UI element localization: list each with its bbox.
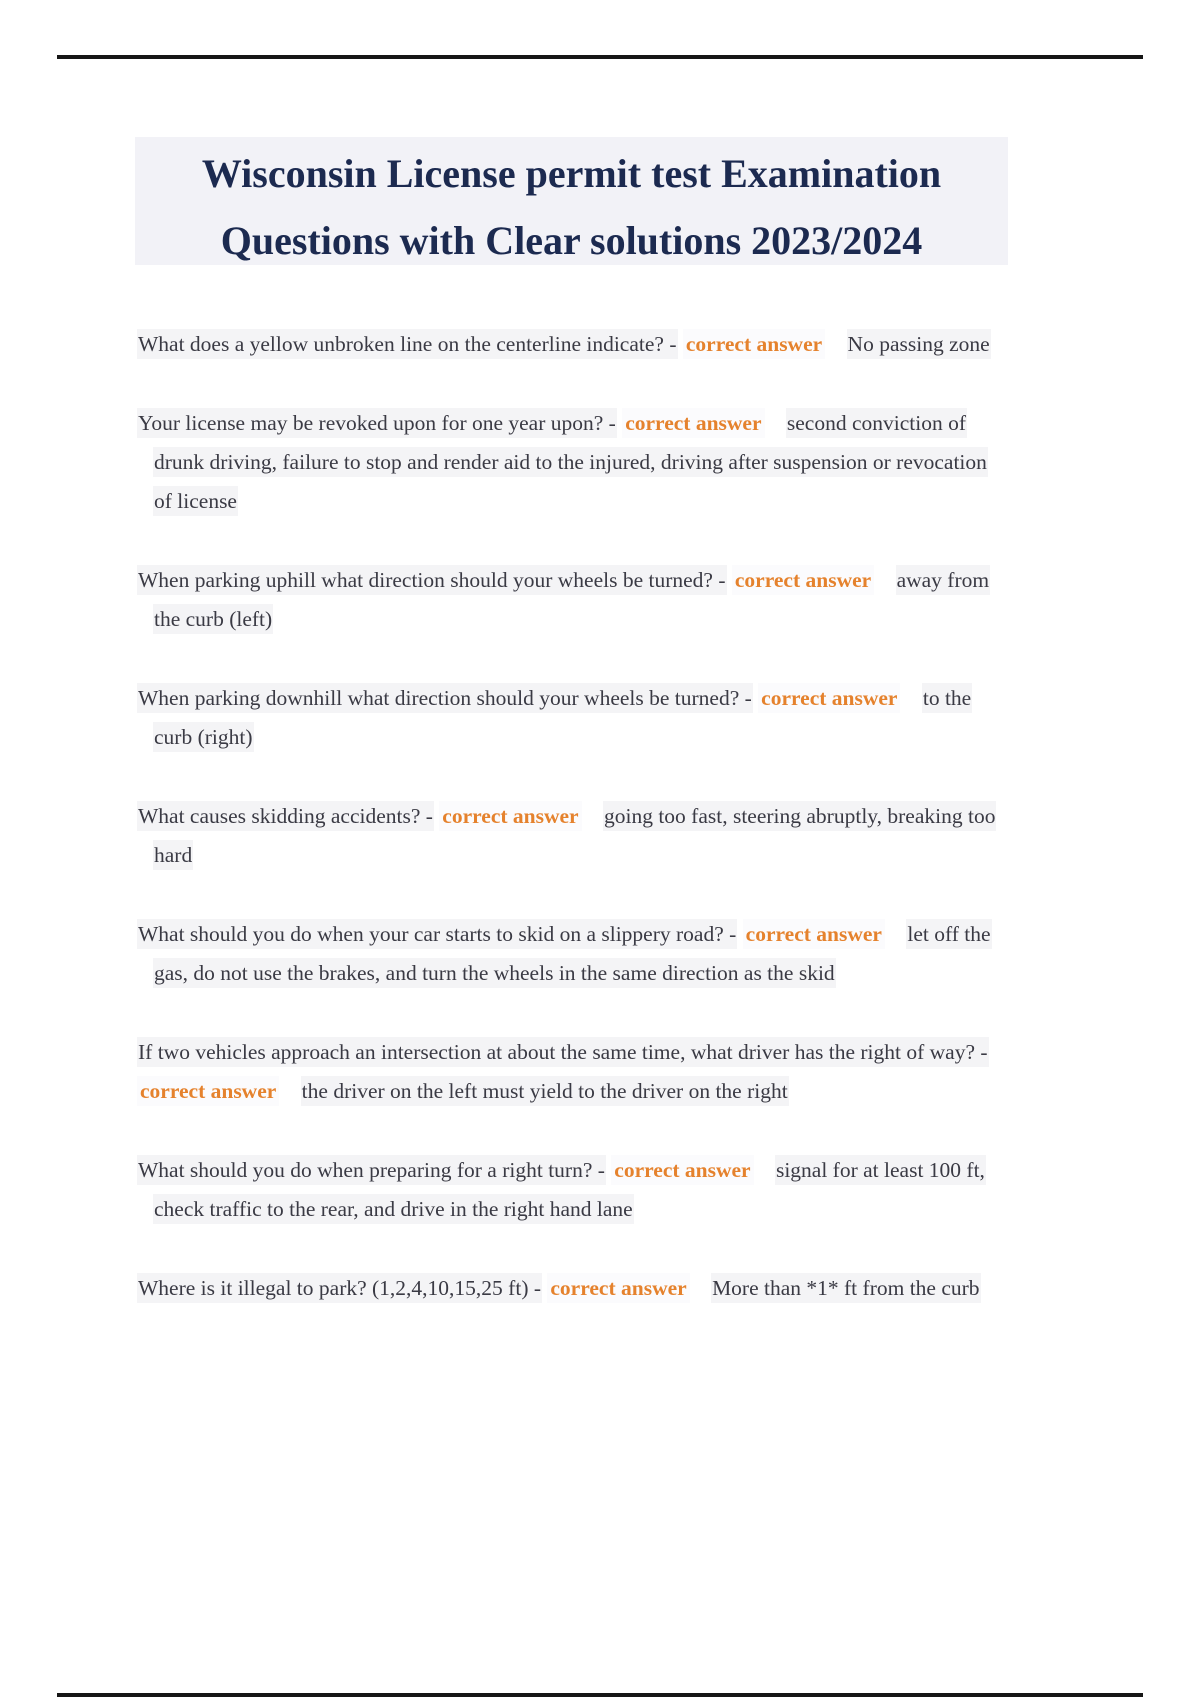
qa-content <box>137 325 1005 1348</box>
qa-item <box>137 679 1005 757</box>
correct-answer-label: correct answer <box>137 1076 279 1106</box>
correct-answer-label: correct answer <box>743 919 885 949</box>
question-text: When parking uphill what direction should your wheels be turned? - <box>137 565 727 595</box>
question-text: What causes skidding accidents? - <box>137 801 434 831</box>
answer-text: No passing zone <box>847 329 991 359</box>
question-text: What should you do when preparing for a right turn? - <box>137 1155 606 1185</box>
answer-text: More than *1* ft from the curb <box>711 1273 980 1303</box>
answer-text: going too fast, steering abruptly, breaking too hard <box>153 801 996 870</box>
qa-item <box>137 1033 1005 1111</box>
answer-text: let off the gas, do not use the brakes, and turn the wheels in the same direction as the skid <box>153 919 992 988</box>
answer-text: to the curb (right) <box>153 683 972 752</box>
correct-answer-label: correct answer <box>732 565 874 595</box>
answer-text: second conviction of drunk driving, failure to stop and render aid to the injured, driving after suspension or revocation of license <box>153 408 988 516</box>
bottom-horizontal-rule <box>57 1693 1143 1697</box>
qa-item <box>137 915 1005 993</box>
question-text: When parking downhill what direction should your wheels be turned? - <box>137 683 753 713</box>
answer-text: signal for at least 100 ft, check traffic to the rear, and drive in the right hand lane <box>153 1155 986 1224</box>
answer-text: away from the curb (left) <box>153 565 990 634</box>
page-title-line-2: Questions with Clear solutions 2023/2024 <box>220 218 923 263</box>
correct-answer-label: correct answer <box>758 683 900 713</box>
qa-item <box>137 1269 1005 1308</box>
answer-text: the driver on the left must yield to the driver on the right <box>301 1076 789 1106</box>
question-text: Where is it illegal to park? (1,2,4,10,15,25 ft) - <box>137 1273 542 1303</box>
question-text: What does a yellow unbroken line on the centerline indicate? - <box>137 329 678 359</box>
qa-item <box>137 404 1005 521</box>
document-title-box <box>135 137 1008 265</box>
qa-item <box>137 561 1005 639</box>
page-title-line-1: Wisconsin License permit test Examination <box>201 151 942 196</box>
qa-item <box>137 797 1005 875</box>
correct-answer-label: correct answer <box>547 1273 689 1303</box>
question-text: Your license may be revoked upon for one year upon? - <box>137 408 617 438</box>
question-text: What should you do when your car starts to skid on a slippery road? - <box>137 919 737 949</box>
correct-answer-label: correct answer <box>622 408 764 438</box>
question-text: If two vehicles approach an intersection at about the same time, what driver has the right of way? - <box>137 1037 989 1067</box>
correct-answer-label: correct answer <box>611 1155 753 1185</box>
qa-item <box>137 325 1005 364</box>
top-horizontal-rule <box>57 55 1143 59</box>
qa-item <box>137 1151 1005 1229</box>
correct-answer-label: correct answer <box>683 329 825 359</box>
correct-answer-label: correct answer <box>439 801 581 831</box>
